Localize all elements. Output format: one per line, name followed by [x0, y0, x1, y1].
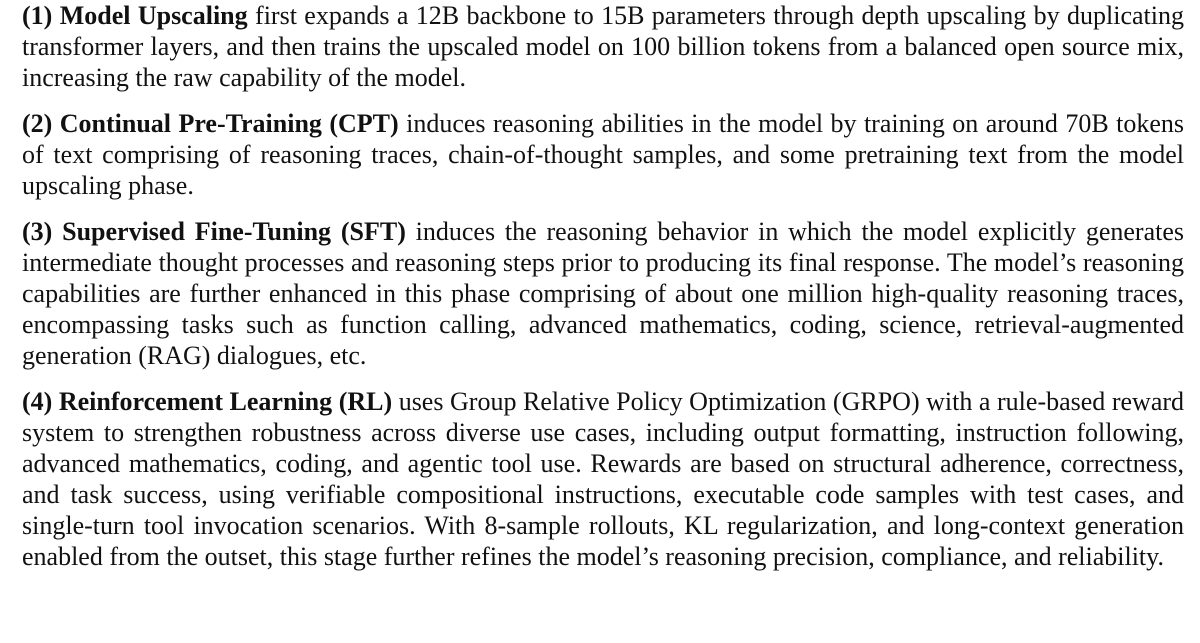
paragraph-text: induces reasoning abilities in the model by training on around 70B tokens of text comprising of reasoning traces, chain-of-thought samples, and some pretraining text from the model upscaling phase.	[22, 109, 1184, 200]
paragraph-text: uses Group Relative Policy Optimization (GRPO) with a rule-based reward system to strengthen robustness across diverse use cases, including output formatting, instruction following, advanced mathematics, coding, and agentic tool use. Rewards are based on structural adherence, correctness, and task success, using verifiable compositional instructions, executable code samples with test cases, and single-turn tool invocation scenarios. With 8-sample rollouts, KL regularization, and long-context generation enabled from the outset, this stage further refines the model’s reasoning precision, compliance, and reliability.	[22, 387, 1185, 571]
paragraph-continual-pretraining	[22, 108, 1184, 201]
document-body	[22, 0, 1184, 572]
paragraph-supervised-finetuning	[22, 216, 1184, 371]
paragraph-model-upscaling	[22, 0, 1184, 93]
paragraph-heading: (3) Supervised Fine-Tuning	[22, 217, 332, 246]
paragraph-heading: (2) Continual Pre-Training	[22, 109, 322, 138]
paragraph-text: induces the reasoning behavior in which the model explicitly generates intermediate thought processes and reasoning steps prior to producing its final response. The model’s reasoning capabilities are further enhanced in this phase comprising of about one million high-quality reasoning traces, encompassing tasks such as function calling, advanced mathematics, coding, science, retrieval-augmented generation (RAG) dialogues, etc.	[22, 217, 1184, 370]
paragraph-acronym: (SFT)	[340, 217, 406, 246]
paragraph-reinforcement-learning	[22, 386, 1184, 572]
paragraph-heading: (1) Model Upscaling	[22, 1, 248, 30]
paragraph-heading: (4) Reinforcement Learning	[22, 387, 333, 416]
paragraph-text: first expands a 12B backbone to 15B parameters through depth upscaling by duplicating transformer layers, and then trains the upscaled model on 100 billion tokens from a balanced open source mix, increasing the raw capability of the model.	[22, 1, 1184, 92]
paragraph-acronym: (RL)	[338, 387, 393, 416]
paragraph-acronym: (CPT)	[329, 109, 399, 138]
